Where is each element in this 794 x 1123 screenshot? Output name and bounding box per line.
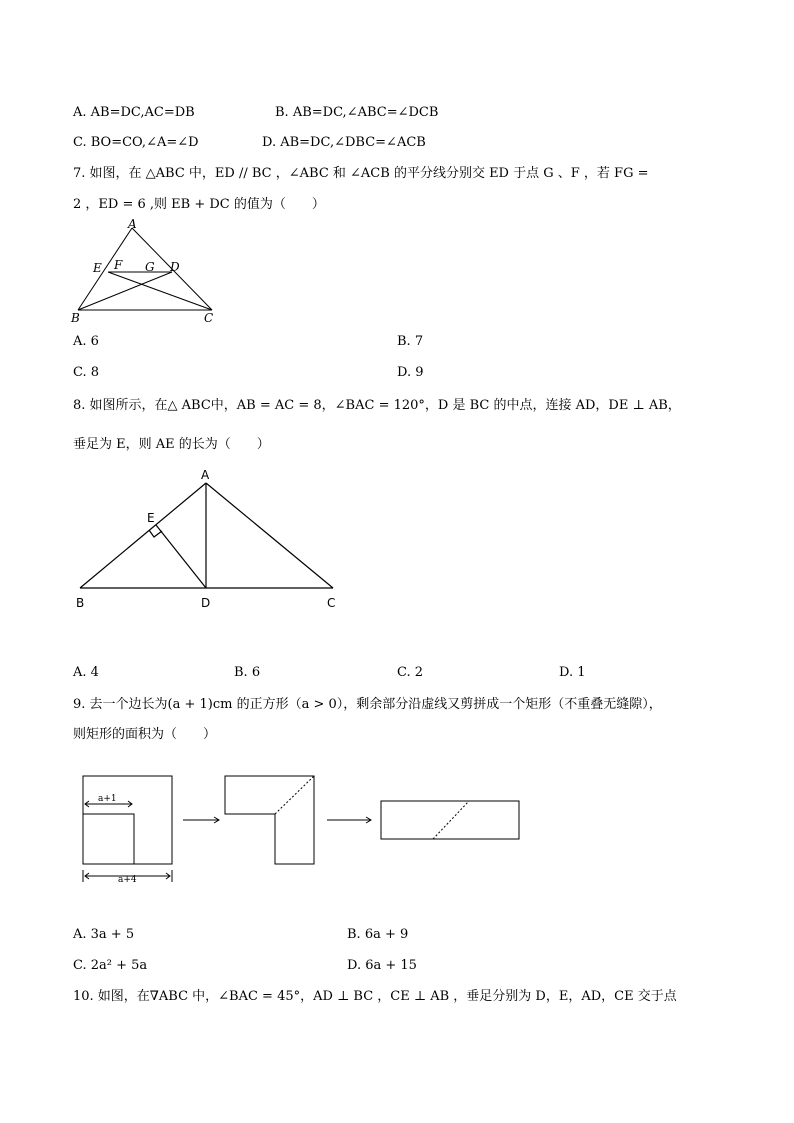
q7-label-f: F: [114, 258, 123, 272]
q7-label-a: A: [128, 217, 137, 231]
q7-triangle-figure: [70, 218, 230, 328]
q6-option-a[interactable]: A. AB=DC,AC=DB: [73, 105, 195, 120]
q8-label-e: E: [147, 511, 155, 525]
q7-label-g: G: [145, 260, 155, 274]
q9-option-c[interactable]: C. 2a² + 5a: [73, 958, 148, 973]
q7-option-c[interactable]: C. 8: [73, 365, 100, 380]
q7-stem-line2: 2 ，ED = 6 ,则 EB + DC 的值为（ ）: [73, 197, 325, 212]
q9-stem-line2: 则矩形的面积为（ ）: [73, 727, 217, 742]
q8-option-c[interactable]: C. 2: [397, 665, 424, 680]
q7-label-e: E: [93, 261, 102, 275]
q9-option-a[interactable]: A. 3a + 5: [73, 927, 135, 942]
q7-option-d[interactable]: D. 9: [397, 365, 424, 380]
q9-label-a-plus-4: a+4: [118, 875, 137, 885]
q8-label-a: A: [201, 468, 210, 482]
q7-stem-line1: 7. 如图，在 △ABC 中，ED // BC ，∠ABC 和 ∠ACB 的平分线分别交 ED 于点 G 、F ，若 FG =: [73, 166, 649, 181]
q9-option-b[interactable]: B. 6a + 9: [347, 927, 409, 942]
q8-label-b: B: [76, 596, 85, 610]
q7-label-c: C: [204, 311, 214, 325]
q7-label-d: D: [170, 260, 180, 274]
q10-stem-line1: 10. 如图，在∇ABC 中，∠BAC = 45°，AD ⊥ BC ，CE ⊥ AB ，垂足分别为 D，E，AD，CE 交于点: [73, 989, 677, 1004]
q8-stem-line1: 8. 如图所示，在△ ABC中，AB = AC = 8，∠BAC = 120°，D 是 BC 的中点，连接 AD，DE ⊥ AB，: [73, 398, 681, 413]
q6-option-b[interactable]: B. AB=DC,∠ABC=∠DCB: [275, 105, 439, 120]
q8-triangle-figure: [70, 465, 350, 615]
q8-stem-line2: 垂足为 E，则 AE 的长为（ ）: [73, 437, 270, 452]
q8-label-d: D: [201, 596, 211, 610]
q6-option-d[interactable]: D. AB=DC,∠DBC=∠ACB: [262, 135, 426, 150]
q7-option-a[interactable]: A. 6: [73, 334, 99, 349]
q8-option-b[interactable]: B. 6: [234, 665, 261, 680]
q8-option-a[interactable]: A. 4: [73, 665, 99, 680]
q9-label-a-plus-1: a+1: [98, 794, 117, 804]
q7-label-b: B: [71, 311, 80, 325]
q6-option-c[interactable]: C. BO=CO,∠A=∠D: [73, 135, 199, 150]
q9-option-d[interactable]: D. 6a + 15: [347, 958, 417, 973]
q8-option-d[interactable]: D. 1: [559, 665, 586, 680]
q8-label-c: C: [327, 596, 336, 610]
q9-square-cut-figure: [75, 770, 535, 890]
q7-option-b[interactable]: B. 7: [397, 334, 424, 349]
q9-stem-line1: 9. 去一个边长为(a + 1)cm 的正方形（a > 0），剩余部分沿虚线又剪拼成一个矩形（不重叠无缝隙），: [73, 697, 662, 712]
